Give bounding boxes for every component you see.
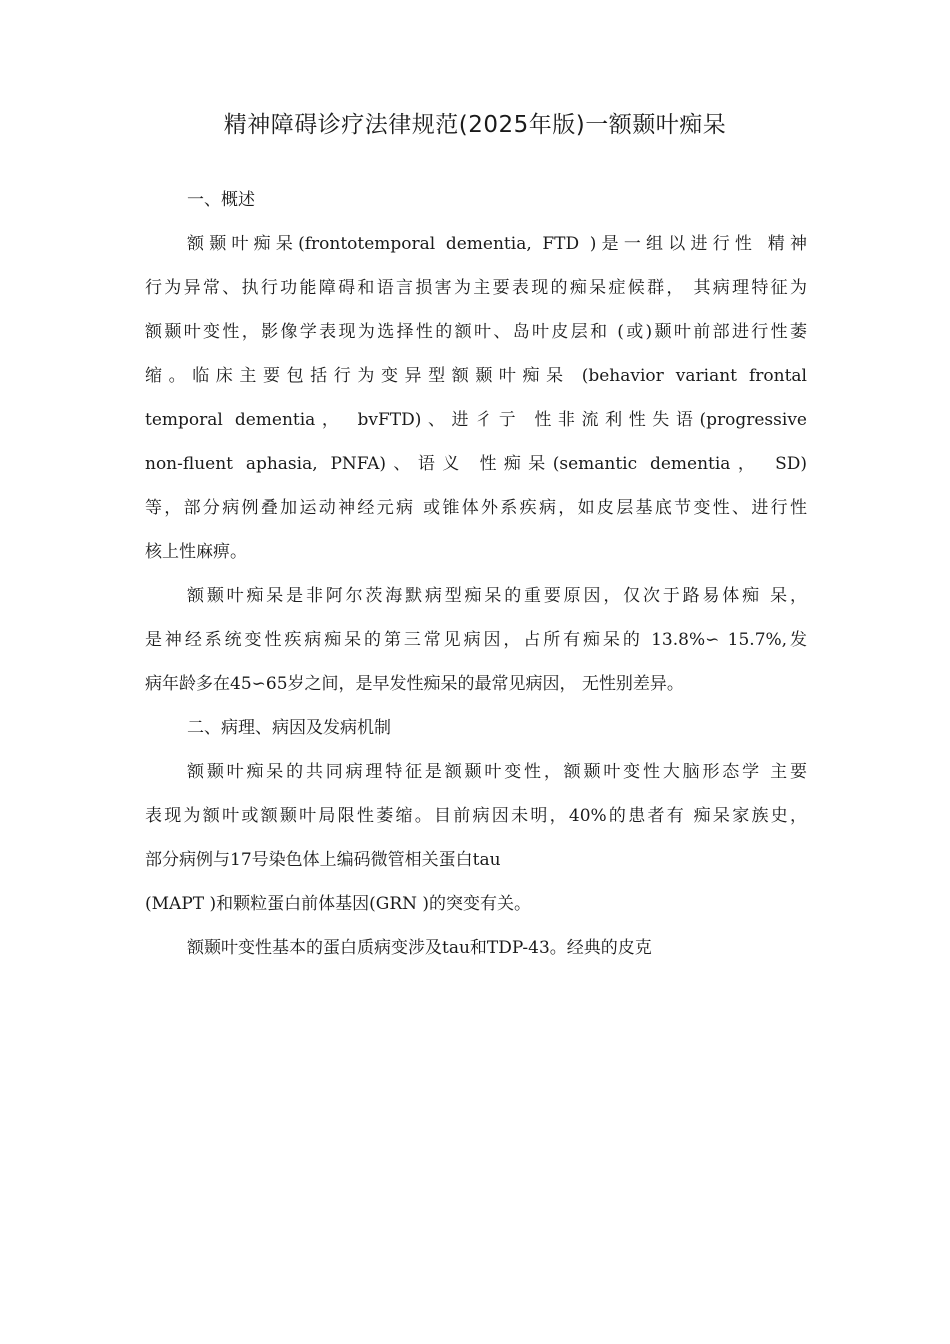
paragraph-line: 核上性麻痹。	[145, 542, 247, 562]
paragraph-line: 缩。临床主要包括行为变异型额颞叶痴呆 (behavior variant frontal	[145, 366, 807, 386]
paragraph-line: 额颞叶变性基本的蛋白质病变涉及tau和TDP-43。经典的皮克	[187, 938, 652, 958]
paragraph-line: temporal dementia， bvFTD)、进彳亍 性非流利性失语(progressive	[145, 410, 807, 430]
paragraph-line: 病年龄多在45∽65岁之间，是早发性痴呆的最常见病因， 无性别差异。	[145, 674, 684, 694]
paragraph-line: 额颞叶痴呆(frontotemporal dementia, FTD )是一组以进行性 精神	[187, 234, 807, 254]
paragraph-line: 等，部分病例叠加运动神经元病 或锥体外系疾病，如皮层基底节变性、进行性	[145, 498, 807, 518]
paragraph-line: non-fluent aphasia, PNFA)、语义 性痴呆(semantic dementia， SD)	[145, 454, 807, 474]
section-heading-overview: 一、概述	[187, 190, 255, 210]
document-title: 精神障碍诊疗法律规范(2025年版)一额颞叶痴呆	[223, 112, 727, 138]
paragraph-line: 部分病例与17号染色体上编码微管相关蛋白tau	[145, 850, 501, 870]
paragraph-line: 额颞叶痴呆是非阿尔茨海默病型痴呆的重要原因，仅次于路易体痴 呆，	[187, 586, 807, 606]
paragraph-line: 行为异常、执行功能障碍和语言损害为主要表现的痴呆症候群， 其病理特征为	[145, 278, 807, 298]
paragraph-line: 额颞叶痴呆的共同病理特征是额颞叶变性，额颞叶变性大脑形态学 主要	[187, 762, 807, 782]
paragraph-line: (MAPT )和颗粒蛋白前体基因(GRN )的突变有关。	[145, 894, 532, 914]
paragraph-line: 表现为额叶或额颞叶局限性萎缩。目前病因未明，40%的患者有 痴呆家族史，	[145, 806, 807, 826]
paragraph-line: 是神经系统变性疾病痴呆的第三常见病因，占所有痴呆的 13.8%∽ 15.7%,发	[145, 630, 807, 650]
section-heading-pathology: 二、病理、病因及发病机制	[187, 718, 391, 738]
paragraph-line: 额颞叶变性，影像学表现为选择性的额叶、岛叶皮层和 (或)颞叶前部进行性萎	[145, 322, 807, 342]
